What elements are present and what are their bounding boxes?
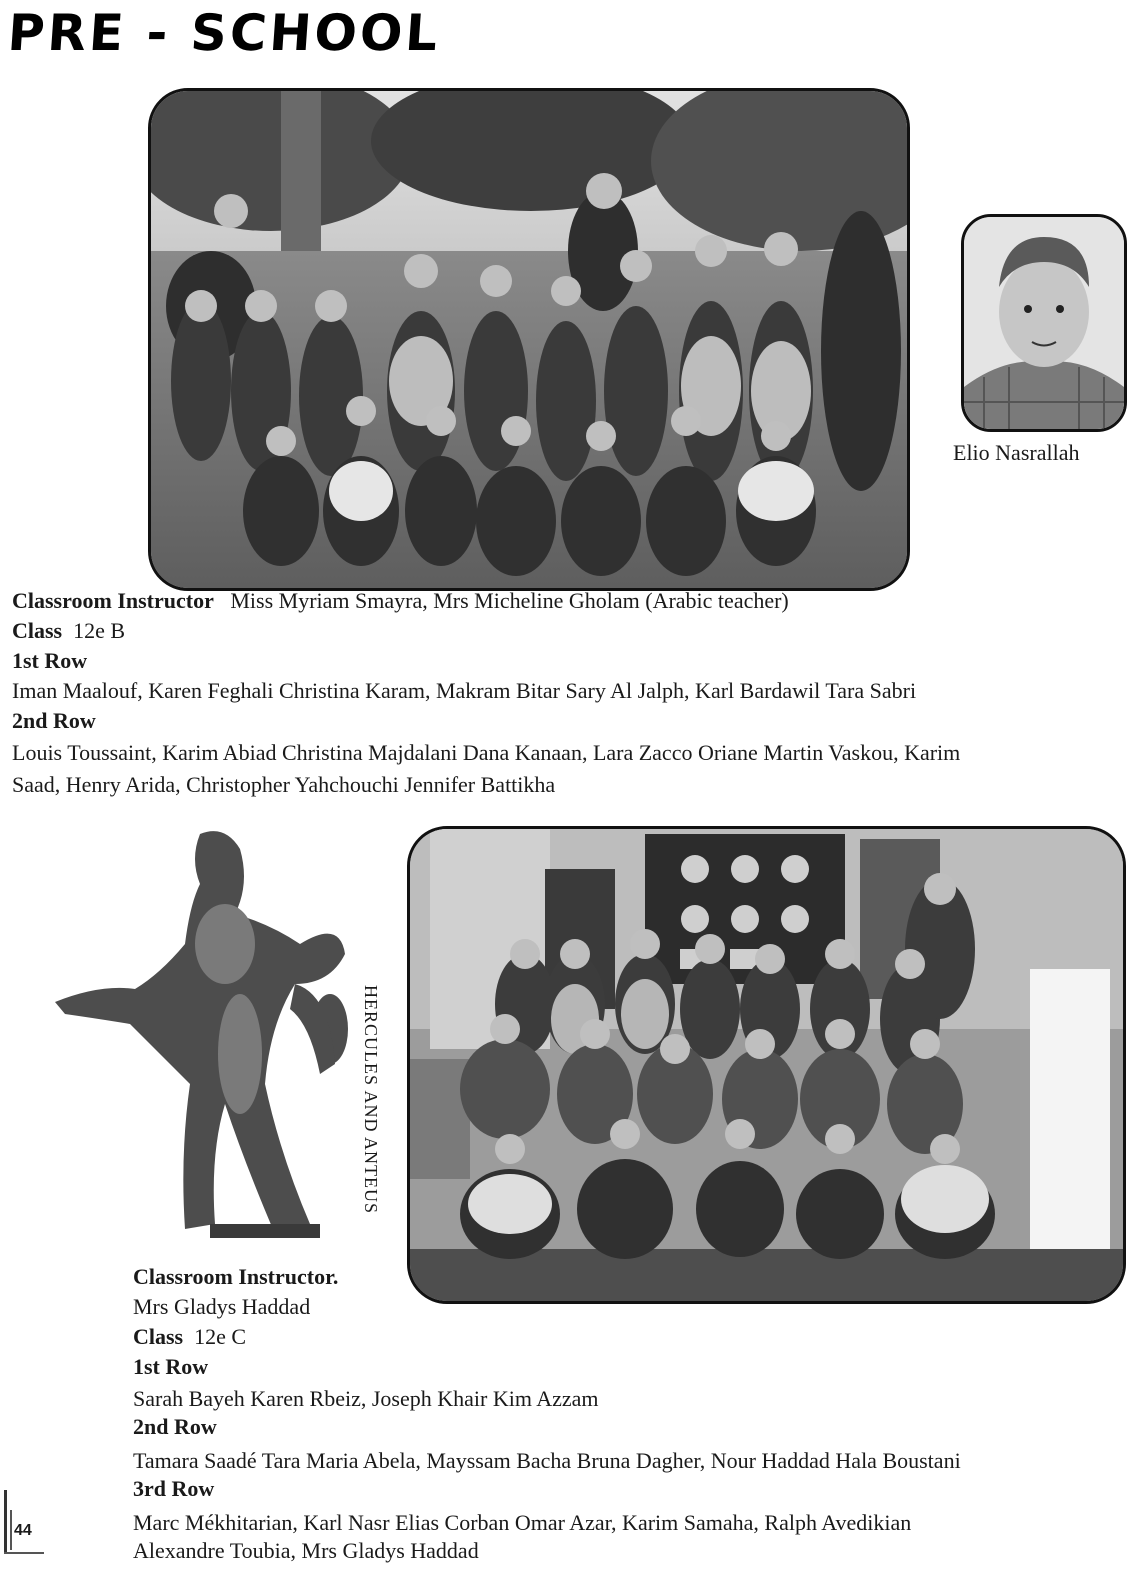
page-marker-bar: [4, 1490, 7, 1552]
hercules-statue-image: [40, 824, 370, 1244]
class-photo-12e-b: [148, 88, 910, 591]
class2-row3-names-line2: Alexandre Toubia, Mrs Gladys Haddad: [133, 1538, 479, 1563]
class1-row1-label: 1st Row: [12, 648, 88, 673]
class-label: Class: [12, 618, 63, 643]
class2-row2-names: Tamara Saadé Tara Maria Abela, Mayssam Bacha Bruna Dagher, Nour Haddad Hala Boustani: [133, 1448, 961, 1473]
student-portrait: [961, 214, 1127, 432]
class2-instructor-value: Mrs Gladys Haddad: [133, 1294, 311, 1319]
class1-row1-names: Iman Maalouf, Karen Feghali Christina Karam, Makram Bitar Sary Al Jalph, Karl Bardawil Tara Sabri: [12, 678, 917, 703]
page-marker-base: [4, 1552, 44, 1554]
class2-row2-label: 2nd Row: [133, 1414, 217, 1439]
class2-row1-names: Sarah Bayeh Karen Rbeiz, Joseph Khair Kim Azzam: [133, 1386, 599, 1411]
class1-instructor-line: [12, 586, 789, 616]
page-marker-bar: [10, 1510, 12, 1550]
portrait-caption: Elio Nasrallah: [953, 440, 1080, 465]
page-title: PRE - SCHOOL: [5, 4, 443, 62]
class-photo-12e-c: [407, 826, 1126, 1304]
class1-row2-names-line1: Louis Toussaint, Karim Abiad Christina Majdalani Dana Kanaan, Lara Zacco Oriane Martin Vaskou, Karim: [12, 740, 961, 765]
class2-row3-names-line1: Marc Mékhitarian, Karl Nasr Elias Corban Omar Azar, Karim Samaha, Ralph Avedikian: [133, 1510, 912, 1535]
statue-caption: HERCULES AND ANTEUS: [361, 985, 381, 1215]
class1-row2-label: 2nd Row: [12, 708, 96, 733]
class2-row1-label: 1st Row: [133, 1354, 209, 1379]
instructor-label: Classroom Instructor: [12, 588, 214, 613]
class1-row2-names-line2: Saad, Henry Arida, Christopher Yahchouchi Jennifer Battikha: [12, 772, 556, 797]
class2-class-line: [133, 1322, 246, 1352]
class1-class-line: [12, 616, 125, 646]
instructor-value: Miss Myriam Smayra, Mrs Micheline Gholam (Arabic teacher): [230, 588, 789, 613]
class2-row3-label: 3rd Row: [133, 1476, 215, 1501]
class-label: Class: [133, 1324, 184, 1349]
class-value: 12e B: [73, 618, 126, 643]
page-number: 44: [14, 1522, 32, 1539]
class2-instructor-label: Classroom Instructor.: [133, 1264, 339, 1289]
class-value: 12e C: [194, 1324, 247, 1349]
